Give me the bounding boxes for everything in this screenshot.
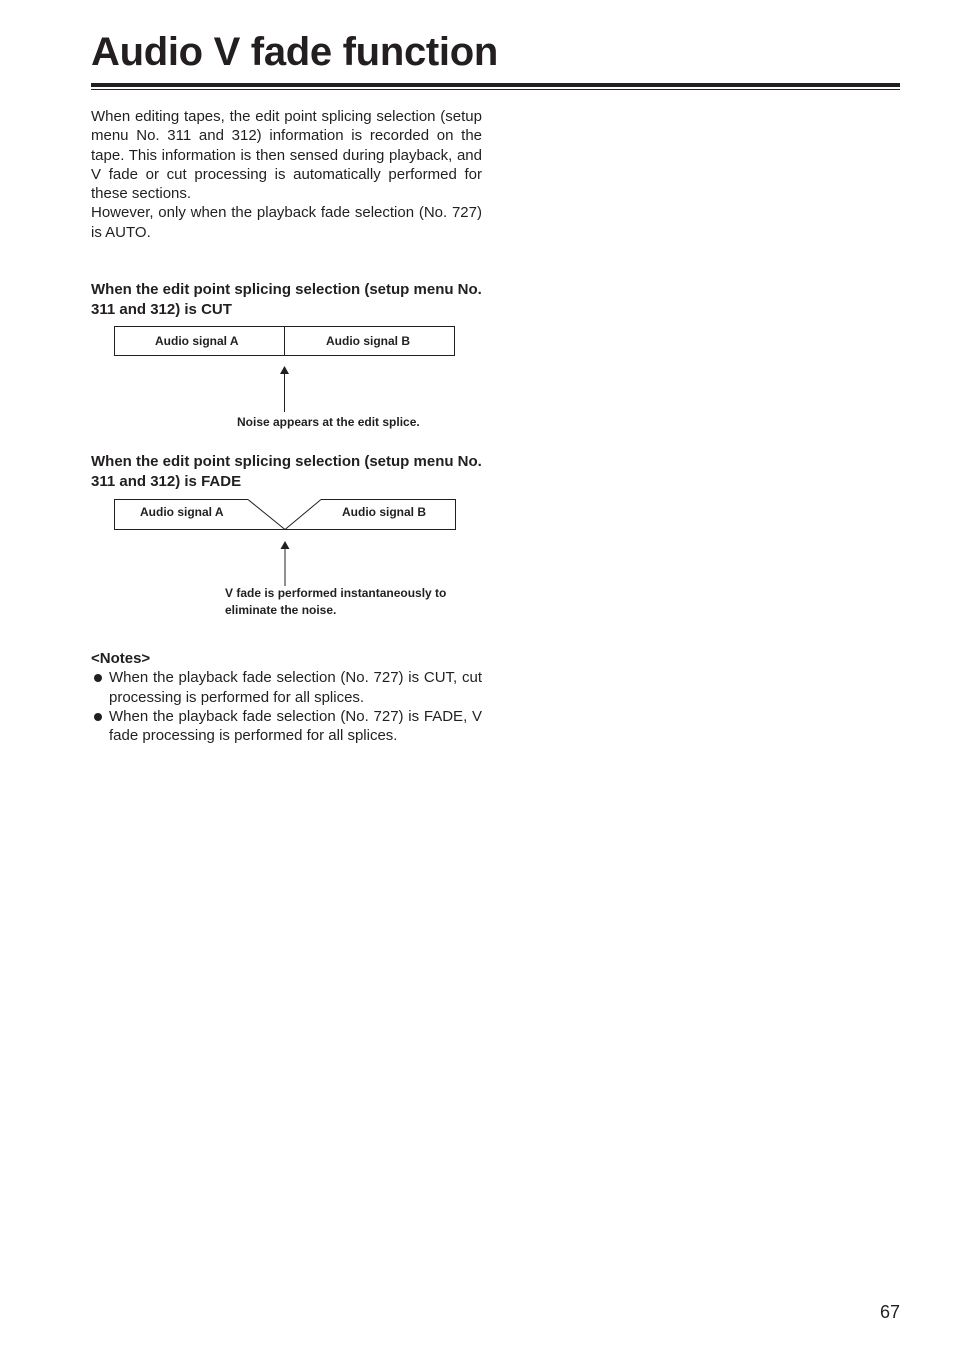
note-item: [91, 707, 482, 746]
page-title: Audio V fade function: [91, 30, 499, 74]
fade-signal-b-label: Audio signal B: [342, 505, 426, 520]
fade-signal-a-label: Audio signal A: [140, 505, 224, 520]
notes-list: [91, 668, 482, 745]
note-text: When the playback fade selection (No. 727) is FADE, V fade processing is performed for all splices.: [109, 707, 482, 745]
cut-diagram-graphic: [91, 326, 482, 452]
fade-arrow-head-icon: [281, 541, 290, 549]
title-rule-thick: [91, 83, 900, 87]
fade-up-slope: [285, 500, 321, 530]
cut-signal-a-label: Audio signal A: [155, 334, 239, 349]
content-column: [91, 107, 482, 746]
intro-paragraph-2: However, only when the playback fade selection (No. 727) is AUTO.: [91, 204, 482, 241]
cut-section-heading: When the edit point splicing selection (setup menu No. 311 and 312) is CUT: [91, 281, 482, 319]
fade-down-slope: [248, 500, 285, 530]
cut-arrow-head-icon: [280, 366, 289, 374]
note-item: [91, 668, 482, 707]
fade-diagram: [91, 499, 482, 649]
fade-diagram-graphic: [91, 499, 482, 649]
cut-caption: Noise appears at the edit splice.: [237, 415, 420, 430]
intro-paragraph-1: When editing tapes, the edit point splicing selection (setup menu No. 311 and 312) information is recorded on the tape. This information is then sensed during playback, and V fade or cut processing is automatically performed for these sections.: [91, 108, 482, 203]
note-text: When the playback fade selection (No. 727) is CUT, cut processing is performed for all splices.: [109, 669, 482, 706]
cut-diagram: [91, 326, 482, 452]
fade-section-heading: When the edit point splicing selection (setup menu No. 311 and 312) is FADE: [91, 453, 482, 491]
title-rule-thin: [91, 89, 900, 90]
page-number: 67: [879, 1302, 900, 1322]
bullet-icon: [94, 713, 102, 721]
cut-signal-b-label: Audio signal B: [326, 334, 410, 349]
bullet-icon: [94, 674, 102, 682]
notes-heading: <Notes>: [91, 650, 151, 668]
fade-caption: V fade is performed instantaneously to eliminate the noise.: [225, 586, 447, 617]
